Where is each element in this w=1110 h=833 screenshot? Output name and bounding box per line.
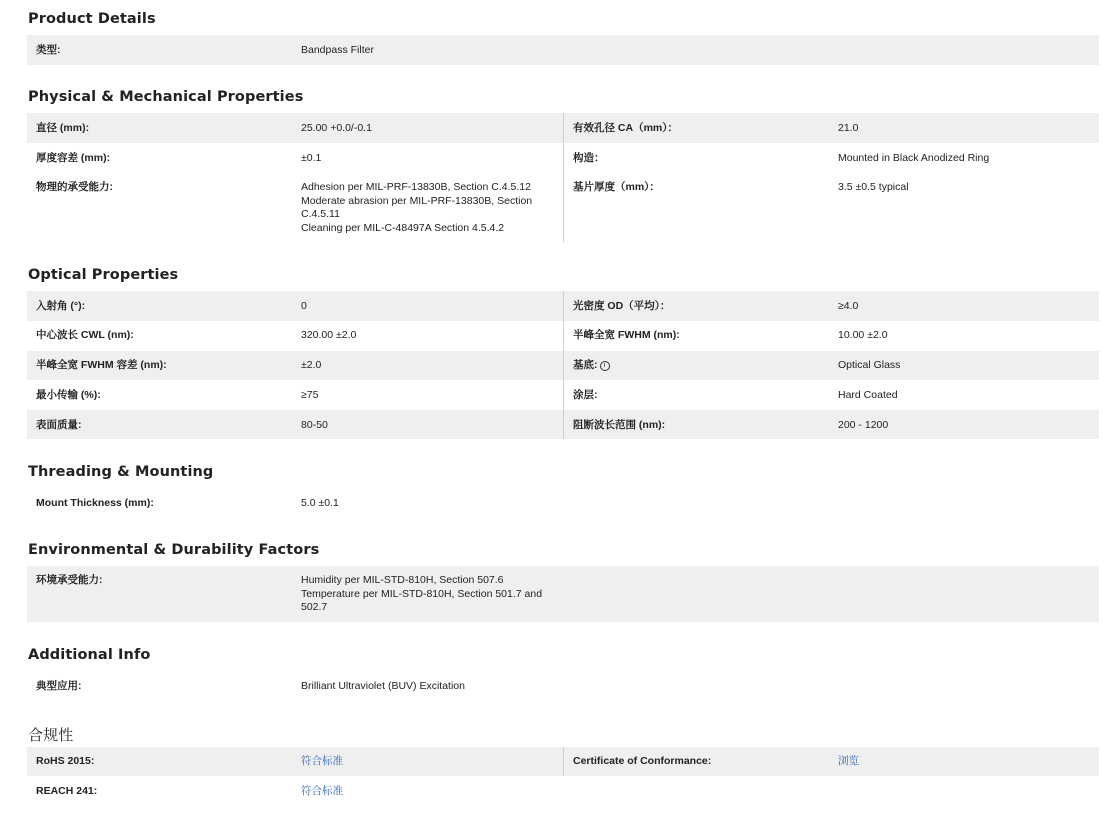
spec-value: 3.5 ±0.5 typical xyxy=(838,181,909,193)
column-divider xyxy=(563,173,564,242)
spec-row-aoi xyxy=(27,291,1099,321)
spec-label: 阻断波长范围 (nm): xyxy=(573,419,666,431)
spec-row-type xyxy=(27,35,1099,65)
section-title-optical: Optical Properties xyxy=(28,267,179,283)
spec-value: ±2.0 xyxy=(301,359,322,371)
spec-label: 光密度 OD（平均）： xyxy=(573,300,671,312)
section-title-compliance: 合规性 xyxy=(28,726,74,744)
spec-value: ±0.1 xyxy=(301,152,322,164)
spec-label: 中心波长 CWL (nm): xyxy=(36,329,134,341)
spec-value-line: Adhesion per MIL-PRF-13830B, Section C.4.5.12 xyxy=(301,181,531,193)
spec-row-cwl xyxy=(27,321,1099,351)
spec-label: RoHS 2015: xyxy=(36,755,95,767)
spec-row-environmental xyxy=(27,566,1099,622)
spec-value: 200 - 1200 xyxy=(838,419,889,431)
spec-label: 构造： xyxy=(573,152,605,164)
spec-value: ≥4.0 xyxy=(838,300,859,312)
spec-value: 21.0 xyxy=(838,122,859,134)
column-divider xyxy=(563,747,564,776)
spec-value-line: Cleaning per MIL-C-48497A Section 4.5.4.2 xyxy=(301,221,505,234)
spec-label: 有效孔径 CA（mm）： xyxy=(573,122,679,134)
spec-value xyxy=(301,181,551,235)
certificate-view-link[interactable]: 浏览 xyxy=(838,755,859,767)
spec-value: 320.00 ±2.0 xyxy=(301,329,357,341)
column-divider xyxy=(563,321,564,351)
column-divider xyxy=(563,143,564,173)
spec-label: 半峰全宽 FWHM 容差 (nm): xyxy=(36,359,167,371)
spec-value: Optical Glass xyxy=(838,359,901,371)
reach-compliant-link[interactable]: 符合标准 xyxy=(301,785,343,797)
column-divider xyxy=(563,113,564,143)
spec-value: Brilliant Ultraviolet (BUV) Excitation xyxy=(301,680,465,692)
spec-value-line: Temperature per MIL-STD-810H, Section 501.7 and 502.7 xyxy=(301,587,543,613)
spec-row-diameter xyxy=(27,113,1099,143)
spec-label: 基底: xyxy=(573,359,598,371)
spec-value: Mounted in Black Anodized Ring xyxy=(838,152,990,164)
spec-value: 0 xyxy=(301,300,307,312)
spec-label: 基片厚度（mm）： xyxy=(573,181,660,193)
spec-value-line: Humidity per MIL-STD-810H, Section 507.6 xyxy=(301,574,504,586)
spec-label: 入射角 (°): xyxy=(36,300,86,312)
section-title-threading-mounting: Threading & Mounting xyxy=(28,464,214,480)
spec-value: 25.00 +0.0/-0.1 xyxy=(301,122,372,134)
spec-row-thickness-tolerance xyxy=(27,143,1099,173)
spec-label: 直径 (mm): xyxy=(36,122,90,134)
column-divider xyxy=(563,380,564,410)
spec-row-fwhm-tolerance xyxy=(27,351,1099,380)
rohs-compliant-link[interactable]: 符合标准 xyxy=(301,755,343,767)
spec-label: 最小传输 (%): xyxy=(36,389,101,401)
spec-label: 类型: xyxy=(36,44,61,56)
spec-row-surface-quality xyxy=(27,410,1099,439)
spec-value: Hard Coated xyxy=(838,389,898,401)
spec-value: 80-50 xyxy=(301,419,328,431)
section-title-additional-info: Additional Info xyxy=(28,647,151,663)
spec-label: REACH 241: xyxy=(36,785,98,797)
section-title-environmental: Environmental & Durability Factors xyxy=(28,542,320,558)
section-title-physical-mechanical: Physical & Mechanical Properties xyxy=(28,89,304,105)
column-divider xyxy=(563,410,564,439)
spec-label: 涂层: xyxy=(573,389,598,401)
spec-value: Bandpass Filter xyxy=(301,44,374,56)
spec-row-min-transmission xyxy=(27,380,1099,410)
spec-label: Certificate of Conformance: xyxy=(573,755,712,767)
spec-label: 表面质量: xyxy=(36,419,82,431)
spec-value xyxy=(301,574,551,615)
spec-row-application xyxy=(27,671,1099,701)
substrate-label xyxy=(573,359,610,373)
spec-row-rohs xyxy=(27,747,1099,776)
spec-value: ≥75 xyxy=(301,389,319,401)
spec-row-physical-durability xyxy=(27,173,1099,242)
spec-value: 5.0 ±0.1 xyxy=(301,497,339,509)
spec-label: Mount Thickness (mm): xyxy=(36,497,154,509)
spec-row-mount-thickness xyxy=(27,488,1099,518)
column-divider xyxy=(563,351,564,380)
column-divider xyxy=(563,291,564,321)
spec-value-line: Moderate abrasion per MIL-PRF-13830B, Section C.4.5.11 xyxy=(301,194,533,220)
spec-label: 典型应用: xyxy=(36,680,82,692)
section-title-product-details: Product Details xyxy=(28,11,156,27)
info-circle-icon[interactable]: i xyxy=(600,361,610,371)
spec-label: 半峰全宽 FWHM (nm): xyxy=(573,329,680,341)
spec-label: 环境承受能力: xyxy=(36,574,103,586)
spec-label: 厚度容差 (mm): xyxy=(36,152,111,164)
spec-row-reach xyxy=(27,776,1099,806)
spec-label: 物理的承受能力: xyxy=(36,181,113,193)
spec-value: 10.00 ±2.0 xyxy=(838,329,888,341)
